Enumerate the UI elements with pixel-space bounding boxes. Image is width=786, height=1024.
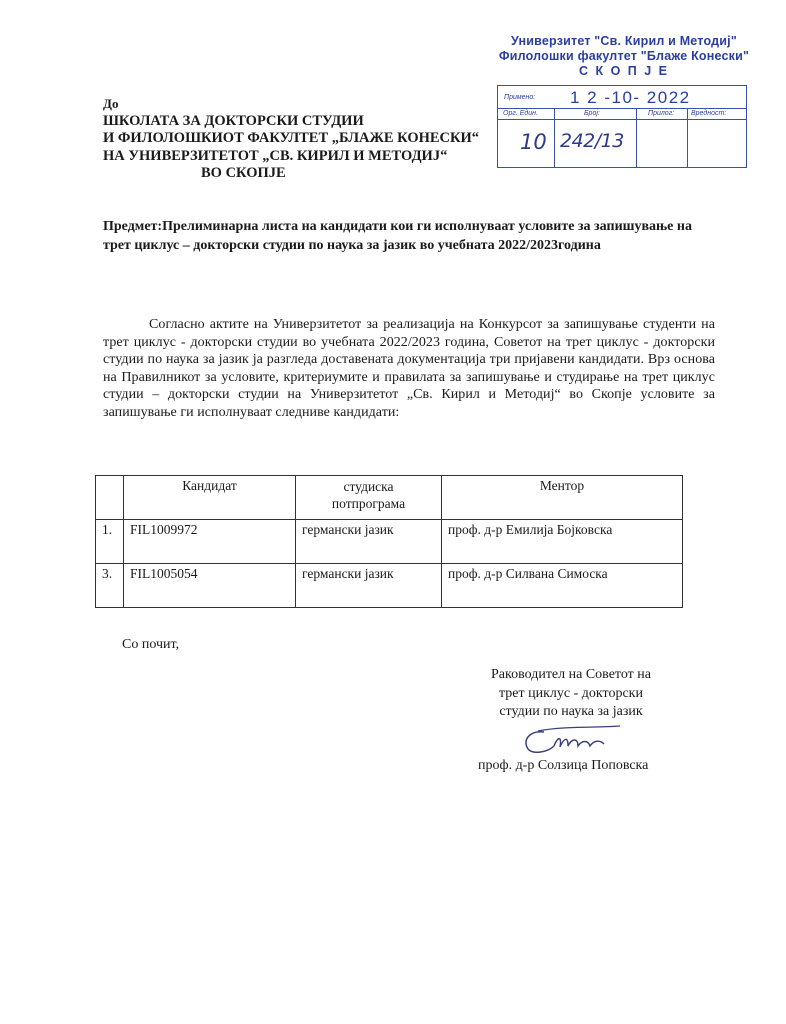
- table-row: [96, 564, 683, 608]
- registry-stamp: [497, 85, 747, 168]
- row-subprogram: германски јазик: [296, 520, 442, 564]
- stamp-attachment-label: Прилог:: [648, 110, 675, 117]
- subject: [103, 218, 695, 255]
- stamp-received-date: 1 2 -10- 2022: [570, 88, 691, 107]
- header-candidate: Кандидат: [124, 476, 296, 520]
- address-line-1: ШКОЛАТА ЗА ДОКТОРСКИ СТУДИИ: [103, 112, 364, 129]
- row-mentor: проф. д-р Емилија Бојковска: [442, 520, 683, 564]
- header-mentor: Ментор: [442, 476, 683, 520]
- row-candidate: FIL1009972: [124, 520, 296, 564]
- stamp-university: Универзитет "Св. Кирил и Методиј": [511, 34, 737, 48]
- subject-label: Предмет:: [103, 219, 163, 234]
- handwritten-signature: [508, 722, 628, 758]
- stamp-header: [490, 34, 758, 79]
- role-line-2: трет циклус - докторски: [499, 685, 643, 701]
- row-subprogram: германски јазик: [296, 564, 442, 608]
- stamp-org-unit-label: Орг. Един.: [503, 110, 538, 117]
- table-header-row: [96, 476, 683, 520]
- address-line-4: ВО СКОПЈЕ: [201, 165, 286, 181]
- stamp-org-unit-value: 10: [520, 130, 547, 154]
- row-num: 3.: [96, 564, 124, 608]
- subject-text: Прелиминарна листа на кандидати кои ги исполнуваат условите за запишување на трет циклус – докторски студии по наука за јазик во учебната 2022/2023година: [103, 219, 692, 253]
- address-line-2: И ФИЛОЛОШКИОТ ФАКУЛТЕТ „БЛАЖЕ КОНЕСКИ“: [103, 130, 480, 146]
- header-subprogram: студиска потпрограма: [296, 476, 442, 520]
- body-text: Согласно актите на Универзитетот за реализација на Конкурсот за запишување студенти на трет циклус - докторски студии во учебната 2022/2023 година, Советот на трет циклус - докторски студии по наука за јазик ја разгледа доставената документација три пријавени кандидати. Врз основа на Правилникот за условите, критериумите и правилата за запишување и студирање на трет циклус студии – докторски студии на Универзитетот „Св. Кирил и Методиј“ во Скопје условите за запишување ги исполнуваат следниве кандидати:: [103, 317, 715, 420]
- stamp-faculty: Филолошки факултет "Блаже Конески": [498, 49, 750, 63]
- stamp-number-label: Број:: [584, 110, 600, 117]
- row-candidate: FIL1005054: [124, 564, 296, 608]
- address-block: [103, 95, 479, 183]
- candidates-table: [95, 475, 683, 608]
- row-num: 1.: [96, 520, 124, 564]
- role-line-1: Раководител на Советот на: [491, 667, 651, 682]
- address-line-3: НА УНИВЕРЗИТЕТОТ „СВ. КИРИЛ И МЕТОДИЈ“: [103, 147, 448, 164]
- row-mentor: проф. д-р Силвана Симоска: [442, 564, 683, 608]
- stamp-number-value: 242/13: [560, 130, 624, 152]
- header-num: [96, 476, 124, 520]
- address-to: До: [103, 96, 119, 111]
- signatory-name: проф. д-р Солзица Поповска: [478, 758, 649, 773]
- stamp-value-label: Вредност:: [691, 110, 727, 117]
- signature-block: [466, 666, 676, 722]
- role-line-3: студии по наука за јазик: [499, 704, 643, 719]
- salutation: Со почит,: [122, 637, 180, 652]
- stamp-received-label: Примено:: [504, 94, 536, 101]
- stamp-city: С К О П Ј Е: [578, 64, 670, 78]
- table-row: [96, 520, 683, 564]
- body-paragraph: [103, 316, 715, 422]
